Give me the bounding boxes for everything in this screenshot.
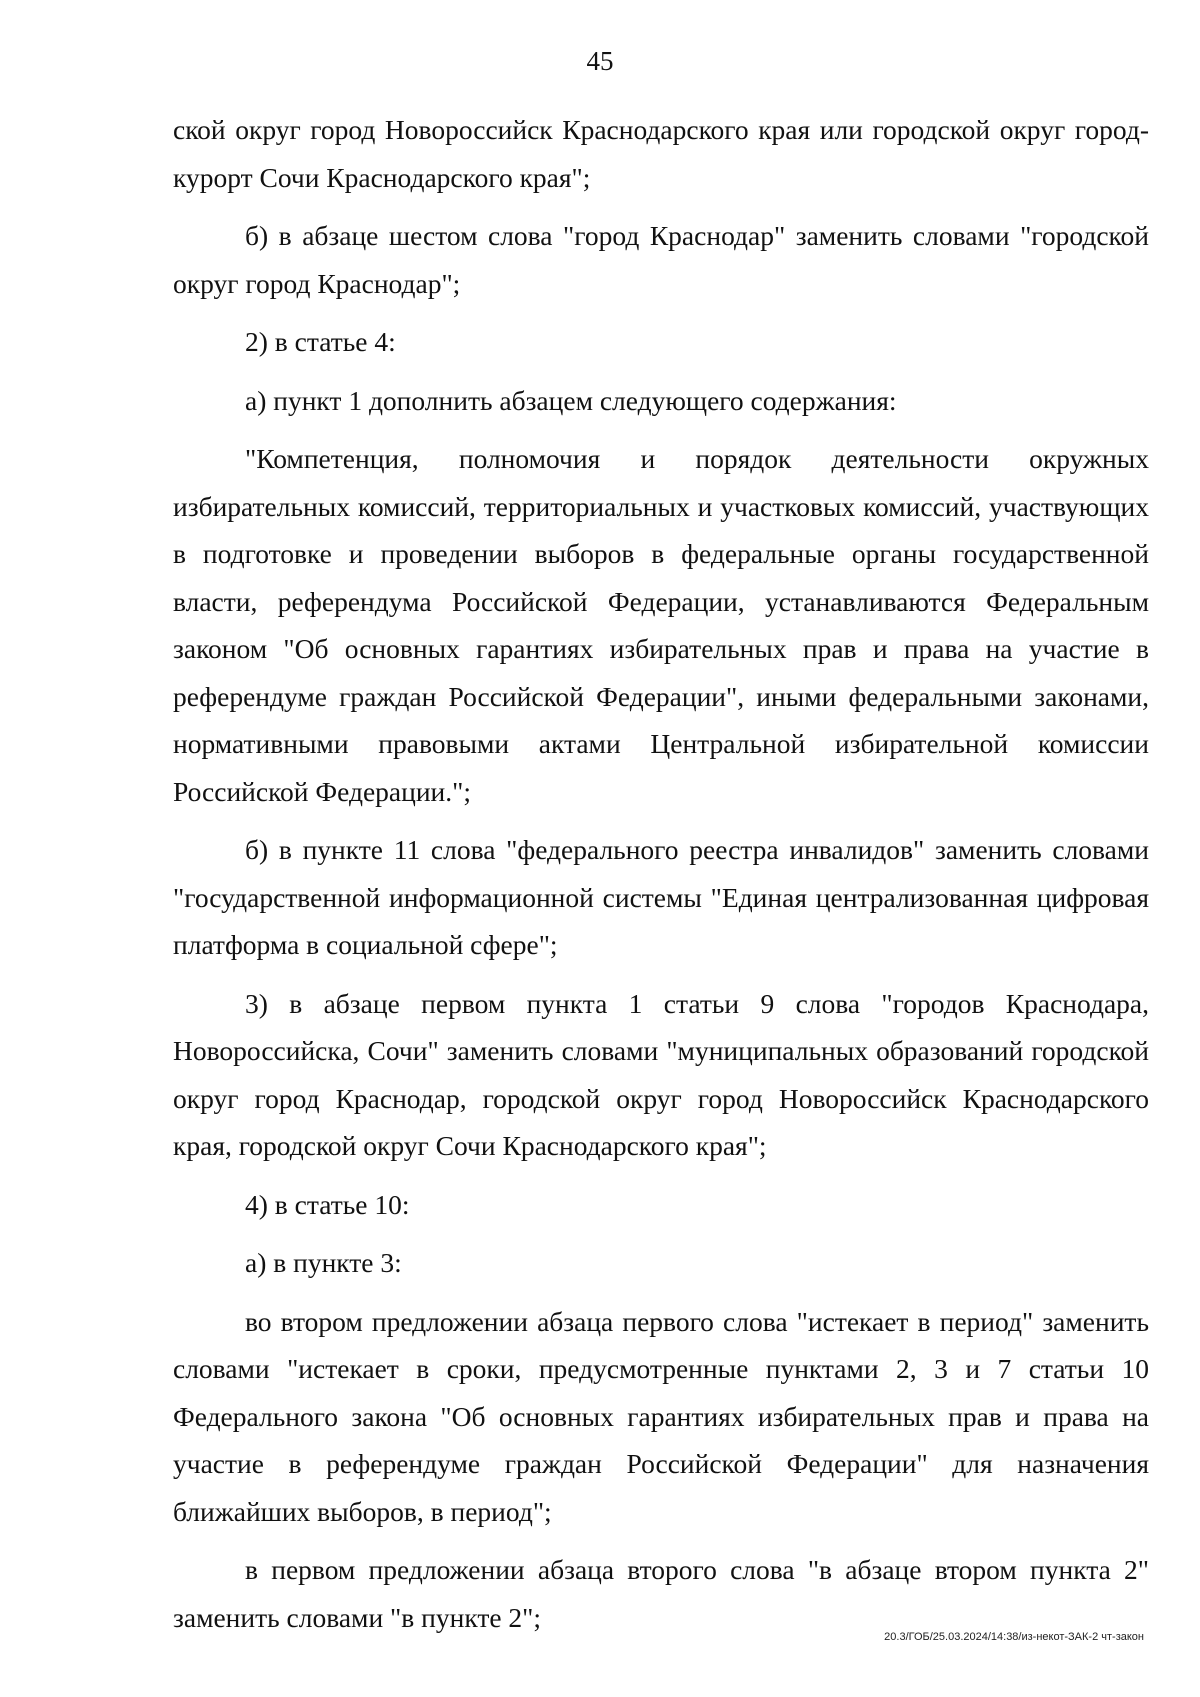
document-body xyxy=(173,106,1149,1652)
paragraph: ской округ город Новороссийск Краснодарского края или городской округ город-курорт Сочи Краснодарского края"; xyxy=(173,114,1149,193)
paragraph: 2) в статье 4: xyxy=(245,326,396,357)
paragraph: "Компетенция, полномочия и порядок деятельности окружных избирательных комиссий, территориальных и участковых комиссий, участвующих в подготовке и проведении выборов в федеральные органы государственной власти, референдума Российской Федерации, устанавливаются Федеральным законом "Об основных гарантиях избирательных прав и права на участие в референдуме граждан Российской Федерации", иными федеральными законами, нормативными правовыми актами Центральной избирательной комиссии Российской Федерации."; xyxy=(173,443,1149,807)
paragraph: а) пункт 1 дополнить абзацем следующего содержания: xyxy=(245,384,897,416)
paragraph: б) в абзаце шестом слова "город Краснодар" заменить словами "городской округ город Краснодар"; xyxy=(173,220,1149,299)
paragraph: 3) в абзаце первом пункта 1 статьи 9 слова "городов Краснодара, Новороссийска, Сочи" заменить словами "муниципальных образований городской округ город Краснодар, городской округ город Новороссийск Краснодарского края, городской округ Сочи Краснодарского края"; xyxy=(173,987,1149,1161)
paragraph: а) в пункте 3: xyxy=(245,1247,402,1278)
footer-document-code: 20.3/ГОБ/25.03.2024/14:38/из-некот-ЗАК-2 чт-закон xyxy=(884,1631,1144,1643)
paragraph: б) в пункте 11 слова "федерального реестра инвалидов" заменить словами "государственной информационной системы "Единая централизованная цифровая платформа в социальной сфере"; xyxy=(173,834,1149,960)
paragraph: во втором предложении абзаца первого слова "истекает в период" заменить словами "истекает в сроки, предусмотренные пунктами 2, 3 и 7 статьи 10 Федерального закона "Об основных гарантиях избирательных прав и права на участие в референдуме граждан Российской Федерации" для назначения ближайших выборов, в период"; xyxy=(173,1305,1149,1527)
paragraph: в первом предложении абзаца второго слова "в абзаце втором пункта 2" заменить словами "в пункте 2"; xyxy=(173,1554,1149,1633)
page-number: 45 xyxy=(586,46,614,76)
paragraph: 4) в статье 10: xyxy=(245,1188,410,1220)
